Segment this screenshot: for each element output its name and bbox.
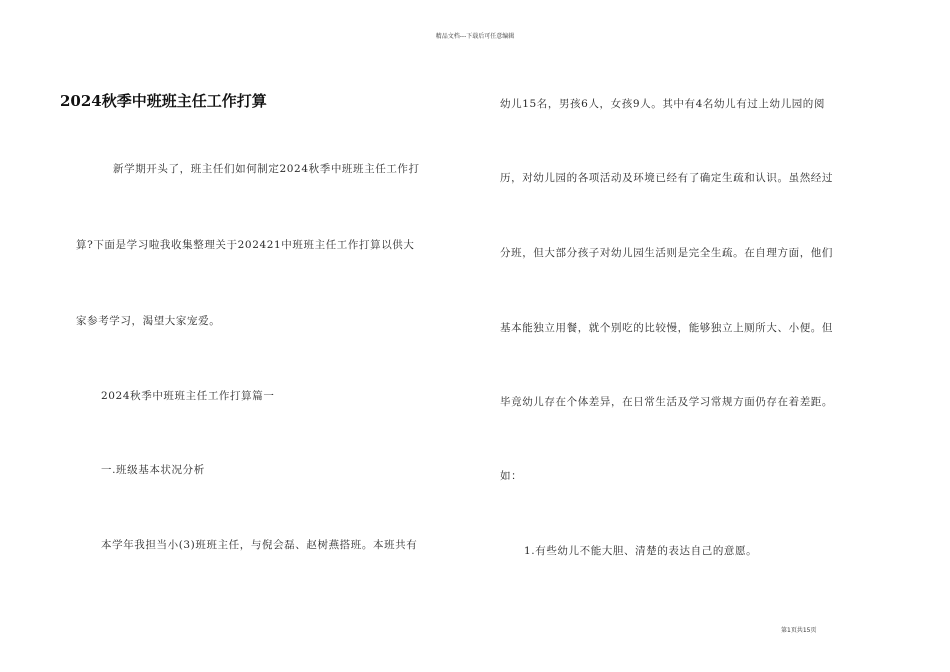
paragraph-line: 分班，但大部分孩子对幼儿园生活则是完全生疏。在自理方面，他们	[500, 247, 833, 259]
paragraph-line: 算?下面是学习啦我收集整理关于202421中班班主任工作打算以供大	[76, 239, 415, 251]
list-item: 1.有些幼儿不能大胆、清楚的表达自己的意愿。	[524, 545, 758, 557]
header-note: 精品文档---下载后可任意编辑	[435, 33, 515, 40]
paragraph-line: 幼儿15名，男孩6人，女孩9人。其中有4名幼儿有过上幼儿园的阅	[500, 98, 826, 110]
paragraph-line: 基本能独立用餐，就个别吃的比较慢，能够独立上厕所大、小便。但	[500, 322, 833, 334]
paragraph-line: 家参考学习，渴望大家宠爱。	[76, 315, 221, 327]
paragraph-line: 新学期开头了，班主任们如何制定2024秋季中班班主任工作打	[113, 163, 420, 175]
document-title: 2024秋季中班班主任工作打算	[60, 92, 267, 110]
paragraph-line: 如：	[500, 470, 523, 482]
paragraph-line: 历，对幼儿园的各项活动及环境已经有了确定生疏和认识。虽然经过	[500, 172, 833, 184]
subsection-heading: 一.班级基本状况分析	[101, 464, 205, 476]
section-heading: 2024秋季中班班主任工作打算篇一	[101, 390, 275, 402]
page-number: 第1页共15页	[781, 627, 817, 634]
paragraph-line: 本学年我担当小(3)班班主任，与倪会磊、赵树燕搭班。本班共有	[101, 539, 418, 551]
paragraph-line: 毕竟幼儿存在个体差异，在日常生活及学习常规方面仍存在着差距。	[500, 396, 833, 408]
